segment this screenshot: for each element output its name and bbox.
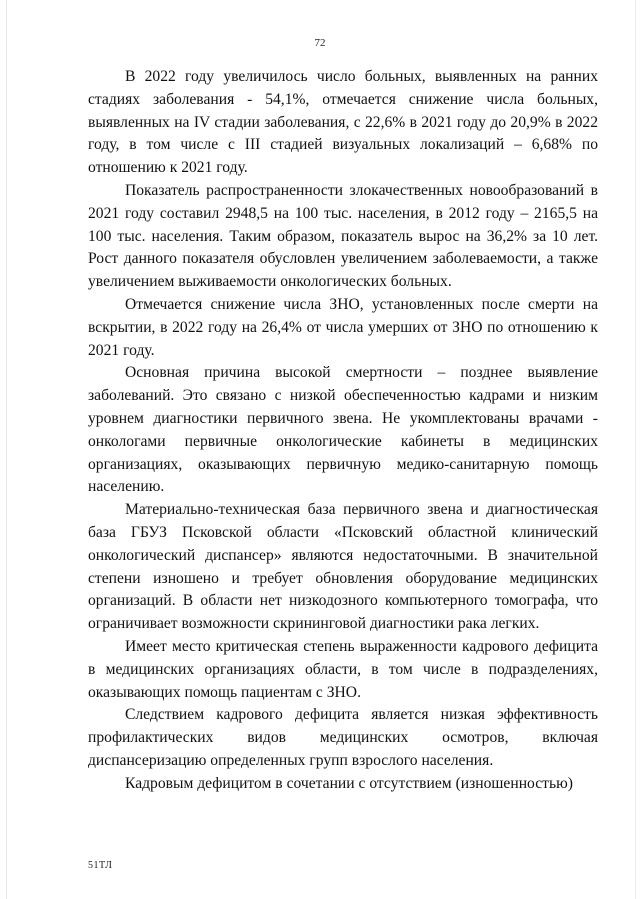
scan-edge-right <box>635 0 636 899</box>
paragraph-early-detection: В 2022 году увеличилось число больных, выявленных на ранних стадиях заболевания - 54,1%, отмечается снижение числа больных, выявленных на IV стадии заболевания, с 22,6% в 2021 году до 20,9% в 2022 году, в том числе с III стадией визуальных локализаций – 6,68% по отношению к 2021 году. <box>88 68 598 177</box>
paragraph-prevalence: Показатель распространенности злокачественных новообразований в 2021 году составил 2948,5 на 100 тыс. населения, в 2012 году – 2165,5 на 100 тыс. населения. Таким образом, показатель вырос на 36,2% за 10 лет. Рост данного показателя обусловлен увеличением заболеваемости, а также увеличением выживаемости онкологических больных. <box>88 181 598 291</box>
paragraph-material-base: Материально-техническая база первичного звена и диагностическая база ГБУЗ Псковской области «Псковский областной клинический онкологический диспансер» являются недостаточными. В значительной степени изношено и требует обновления оборудование медицинских организаций. В области нет низкодозного компьютерного томографа, что ограничивает возможности скрининговой диагностики рака легких. <box>88 501 598 633</box>
footer-code: 51ТЛ <box>88 860 113 871</box>
paragraph-staff-deficit: Имеет место критическая степень выраженности кадрового дефицита в медицинских организациях области, в том числе в подразделениях, оказывающих помощь пациентам с ЗНО. <box>88 637 598 701</box>
page-number: 72 <box>314 37 326 49</box>
paragraph-autopsy: Отмечается снижение числа ЗНО, установленных после смерти на вскрытии, в 2022 году на 26,4% от числа умерших от ЗНО по отношению к 2021 году. <box>88 295 598 359</box>
body-text <box>88 66 598 796</box>
paragraph-deficit-consequence: Следствием кадрового дефицита является низкая эффективность профилактических видов медицинских осмотров, включая диспансеризацию определенных групп взрослого населения. <box>88 706 598 769</box>
paragraph-continued: Кадровым дефицитом в сочетании с отсутствием (изношенностью) <box>125 774 573 792</box>
paragraph-mortality-cause: Основная причина высокой смертности – позднее выявление заболеваний. Это связано с низкой обеспеченностью кадрами и низким уровнем диагностики первичного звена. Не укомплектованы врачами - онкологами первичные онкологические кабинеты в медицинских организациях, оказывающих первичную медико-санитарную помощь населению. <box>88 364 598 496</box>
scan-edge-left <box>6 0 7 899</box>
